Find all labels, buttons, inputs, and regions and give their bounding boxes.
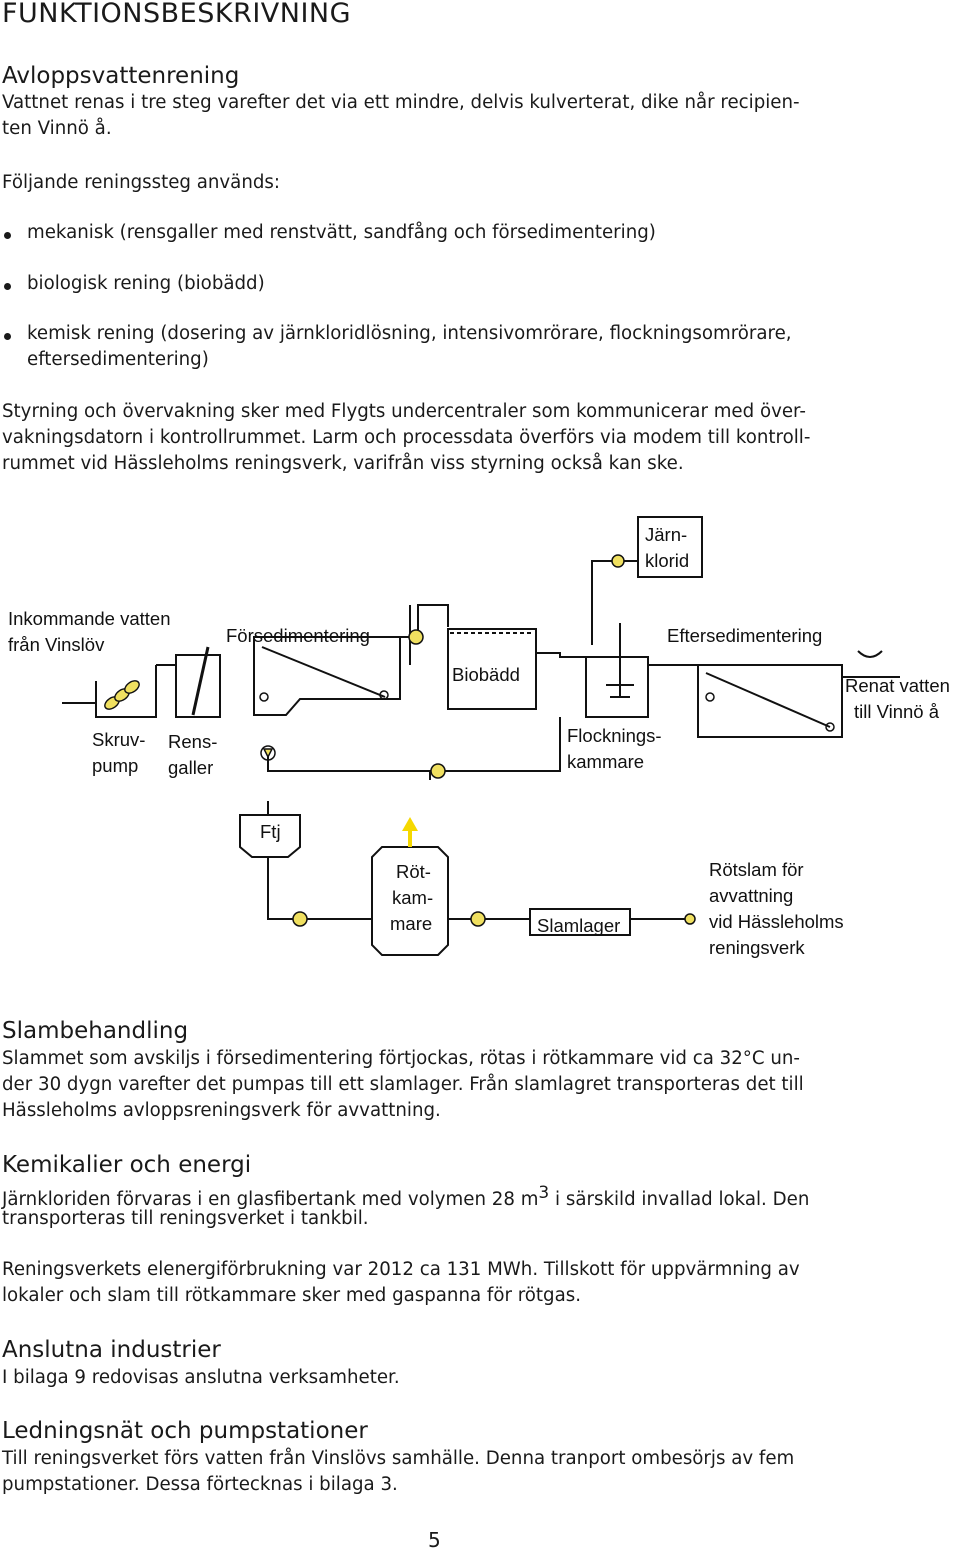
label-forsedimentering: Försedimentering bbox=[226, 625, 370, 646]
section-heading-industrier: Anslutna industrier bbox=[2, 1337, 221, 1363]
pump-icon bbox=[685, 914, 695, 924]
label-renat-1: Renat vatten bbox=[845, 675, 950, 696]
pump-icon bbox=[409, 630, 423, 644]
avlopp-line2: ten Vinnö å. bbox=[2, 118, 112, 139]
label-flockning-1: Flocknings- bbox=[567, 725, 662, 746]
kemikalier-line2: transporteras till reningsverket i tankbil. bbox=[2, 1208, 369, 1229]
section-heading-avlopp: Avloppsvattenrening bbox=[2, 63, 240, 89]
page-number: 5 bbox=[428, 1528, 441, 1552]
label-ftj: Ftj bbox=[260, 821, 281, 842]
label-rotkammare-2: kam- bbox=[392, 887, 434, 908]
kemikalier-line1-a: Järnkloriden förvaras i en glasfibertank med volymen 28 m bbox=[2, 1189, 539, 1210]
energy-line2: lokaler och slam till rötkammare sker med gaspanna för rötgas. bbox=[2, 1285, 581, 1306]
control-line2: vakningsdatorn i kontrollrummet. Larm och processdata överförs via modem till kontroll- bbox=[2, 427, 811, 448]
label-rotslam-2: avvattning bbox=[709, 885, 794, 906]
bullet-item: kemisk rening (dosering av järnkloridlösning, intensivomrörare, flockningsomrörare, bbox=[27, 323, 792, 344]
label-jarnklorid-1: Järn- bbox=[645, 524, 688, 545]
page-title: FUNKTIONSBESKRIVNING bbox=[2, 0, 352, 29]
slam-line2: der 30 dygn varefter det pumpas till ett slamlager. Från slamlagret transporteras det till bbox=[2, 1074, 804, 1095]
superscript-3: 3 bbox=[538, 1183, 550, 1203]
pump-icon bbox=[471, 912, 485, 926]
kemikalier-line1-b: i särskild invallad lokal. Den bbox=[549, 1189, 810, 1210]
energy-line1: Reningsverkets elenergiförbrukning var 2012 ca 131 MWh. Tillskott för uppvärmning av bbox=[2, 1259, 800, 1280]
bullet-item-continued: eftersedimentering) bbox=[27, 349, 209, 370]
label-rotkammare-3: mare bbox=[390, 913, 433, 934]
industrier-line: I bilaga 9 redovisas anslutna verksamheter. bbox=[2, 1367, 400, 1388]
flockningskammare-box bbox=[586, 657, 648, 717]
slam-line1: Slammet som avskiljs i försedimentering förtjockas, rötas i rötkammare vid ca 32°C un- bbox=[2, 1048, 800, 1069]
bullet-dot bbox=[4, 333, 11, 340]
label-biobadd: Biobädd bbox=[452, 664, 520, 685]
label-rotslam-4: reningsverk bbox=[709, 937, 805, 958]
pump-icon bbox=[293, 912, 307, 926]
label-rotslam-3: vid Hässleholms bbox=[709, 911, 844, 932]
ledning-line2: pumpstationer. Dessa förtecknas i bilaga 3. bbox=[2, 1474, 398, 1495]
label-renat-2: till Vinnö å bbox=[854, 701, 940, 722]
section-heading-slam: Slambehandling bbox=[2, 1018, 189, 1044]
bullet-item: biologisk rening (biobädd) bbox=[27, 273, 265, 294]
section-heading-kemikalier: Kemikalier och energi bbox=[2, 1152, 252, 1178]
label-flockning-2: kammare bbox=[567, 751, 645, 772]
label-slamlager: Slamlager bbox=[537, 915, 621, 936]
process-diagram bbox=[0, 505, 960, 975]
avlopp-intro: Följande reningssteg används: bbox=[2, 172, 281, 193]
bullet-item: mekanisk (rensgaller med renstvätt, sandfång och försedimentering) bbox=[27, 222, 656, 243]
label-eftersedimentering: Eftersedimentering bbox=[667, 625, 823, 646]
bullet-dot bbox=[4, 283, 11, 290]
label-rotkammare-1: Röt- bbox=[396, 861, 431, 882]
label-inkommande-2: från Vinslöv bbox=[8, 634, 105, 655]
label-skruvpump-1: Skruv- bbox=[92, 729, 146, 750]
pump-icon bbox=[264, 749, 272, 757]
label-skruvpump-2: pump bbox=[92, 755, 139, 776]
bullet-dot bbox=[4, 232, 11, 239]
jarnklorid-line bbox=[592, 561, 638, 645]
label-rensgaller-1: Rens- bbox=[168, 731, 218, 752]
label-inkommande-1: Inkommande vatten bbox=[8, 608, 171, 629]
section-heading-ledning: Ledningsnät och pumpstationer bbox=[2, 1418, 368, 1444]
label-rensgaller-2: galler bbox=[168, 757, 214, 778]
label-jarnklorid-2: klorid bbox=[645, 550, 690, 571]
avlopp-line1: Vattnet renas i tre steg varefter det via ett mindre, delvis kulverterat, dike når recipien- bbox=[2, 92, 800, 113]
skruvpump-icon bbox=[103, 678, 142, 711]
slam-line3: Hässleholms avloppsreningsverk för avvattning. bbox=[2, 1100, 441, 1121]
pump-icon bbox=[431, 764, 445, 778]
control-line3: rummet vid Hässleholms reningsverk, varifrån viss styrning också kan ske. bbox=[2, 453, 684, 474]
gas-arrow-icon bbox=[402, 817, 418, 831]
control-line1: Styrning och övervakning sker med Flygts undercentraler som kommunicerar med över- bbox=[2, 401, 806, 422]
pump-icon bbox=[612, 555, 624, 567]
ledning-line1: Till reningsverket förs vatten från Vinslövs samhälle. Denna tranport ombesörjs av fem bbox=[2, 1448, 795, 1469]
label-rotslam-1: Rötslam för bbox=[709, 859, 804, 880]
